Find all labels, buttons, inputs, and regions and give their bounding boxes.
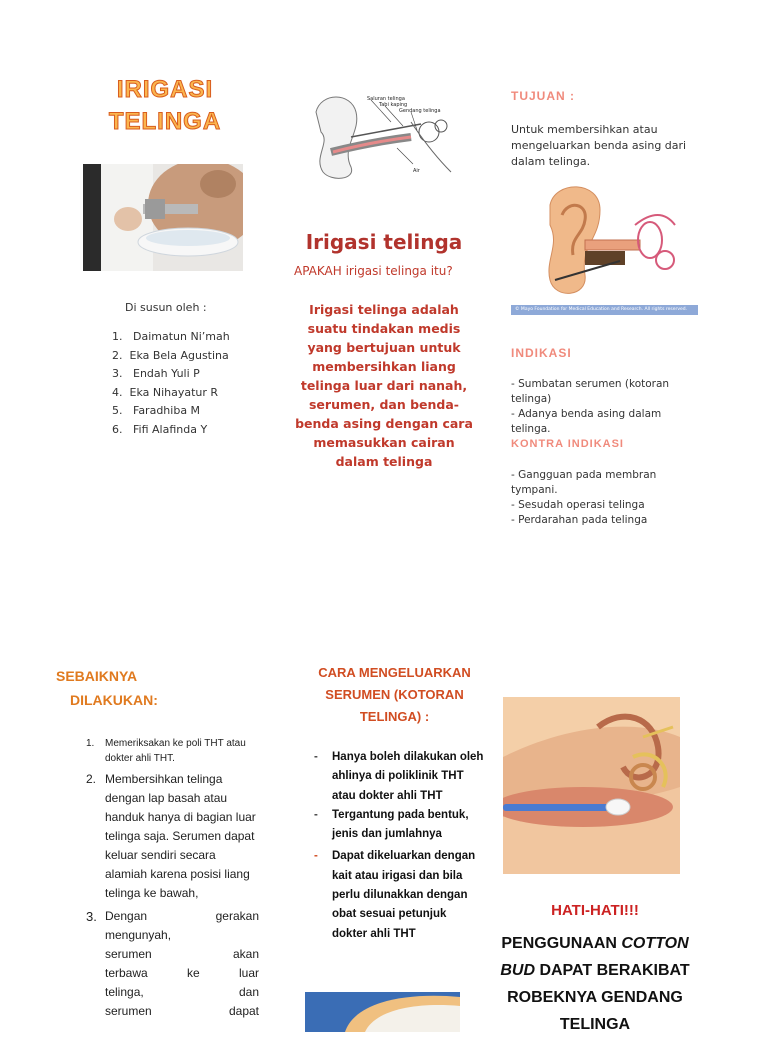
contraindications-heading: KONTRA INDIKASI — [511, 438, 624, 450]
list-item: - Adanya benda asing dalam telinga. — [511, 408, 662, 435]
definition-text: Irigasi telinga adalah suatu tindakan medis yang bertujuan untuk membersihkan liang telinga luar dari nanah, serumen, dan benda-benda asing dengan cara memasukkan cairan dalam telinga — [295, 302, 473, 469]
recommendations-heading-line-2: DILAKUKAN: — [70, 692, 158, 708]
list-item: 2. Eka Bela Agustina — [112, 348, 229, 362]
diagram-label-water: Air — [413, 168, 420, 174]
brochure-title — [100, 74, 230, 138]
list-item: 1. Memeriksakan ke poli THT atau dokter ahli THT. — [86, 738, 246, 764]
image-caption: © Mayo Foundation for Medical Education and Research. All rights reserved. — [511, 305, 698, 315]
compiled-by-label: Di susun oleh : — [125, 301, 207, 314]
recommendations-heading-line-1: SEBAIKNYA — [56, 668, 138, 684]
indications-list — [511, 377, 696, 437]
indications-heading: INDIKASI — [511, 346, 572, 360]
ear-anatomy-image — [540, 185, 680, 305]
warning-title: HATI-HATI!!! — [551, 902, 639, 919]
list-item: 3. Dengan gerakan mengunyah, serumen akan terbawa ke luar telinga, dan serumen dapat — [86, 909, 259, 1018]
warning-text: PENGGUNAAN COTTON BUD DAPAT BERAKIBAT ROBEKNYA GENDANG TELINGA — [500, 935, 690, 1033]
section-title: Irigasi telinga — [305, 230, 463, 254]
list-item: - Hanya boleh dilakukan oleh ahlinya di poliklinik THT atau dokter ahli THT — [314, 751, 484, 802]
list-item: 2. Membersihkan telinga dengan lap basah atau handuk hanya di bagian luar telinga saja. Serumen dapat keluar sendiri secara alamiah karena posisi liang telinga ke bawah, — [86, 772, 256, 900]
list-item: - Tergantung pada bentuk, jenis dan jumlahnya — [314, 808, 469, 841]
list-item: 5. Faradhiba M — [112, 404, 201, 418]
cotton-bud-ear-image — [503, 697, 680, 874]
removal-list — [314, 748, 484, 944]
diagram-label-eardrum: Gendang telinga — [399, 108, 441, 114]
contraindications-list — [511, 468, 696, 528]
purpose-heading: TUJUAN : — [511, 89, 575, 103]
list-item: - Sumbatan serumen (kotoran telinga) — [511, 378, 670, 405]
list-item: - Sesudah operasi telinga — [511, 499, 645, 511]
warning-italic-term: COTTON BUD — [500, 935, 689, 979]
list-item: - Perdarahan pada telinga — [511, 514, 648, 526]
recommendations-list — [84, 736, 259, 1021]
list-item: - Gangguan pada membran tympani. — [511, 469, 657, 496]
question-text: APAKAH irigasi telinga itu? — [294, 264, 453, 278]
title-line-2: TELINGA — [108, 108, 222, 135]
ear-closeup-image — [305, 992, 460, 1032]
title-line-1: IRIGASI — [116, 76, 214, 103]
list-item: 3. Endah Yuli P — [112, 367, 200, 381]
list-item: 1. Daimatun Ni’mah — [112, 330, 230, 343]
removal-heading: CARA MENGELUARKAN SERUMEN (KOTORAN TELINGA) : — [318, 665, 471, 724]
diagram-label-tube: Tabi kaping — [379, 102, 408, 108]
ear-irrigation-diagram — [311, 92, 461, 182]
ear-irrigation-photo — [83, 164, 243, 271]
list-item: 6. Fifi Alafinda Y — [112, 422, 208, 436]
diagram-label-canal: Saluran telinga — [367, 96, 405, 102]
list-item: - Dapat dikeluarkan dengan kait atau irigasi dan bila perlu dilunakkan dengan obat sesuai petunjuk dokter ahli THT — [314, 850, 476, 940]
purpose-text: Untuk membersihkan atau mengeluarkan benda asing dari dalam telinga. — [511, 123, 687, 168]
author-list — [112, 328, 230, 440]
list-item: 4. Eka Nihayatur R — [112, 385, 219, 399]
